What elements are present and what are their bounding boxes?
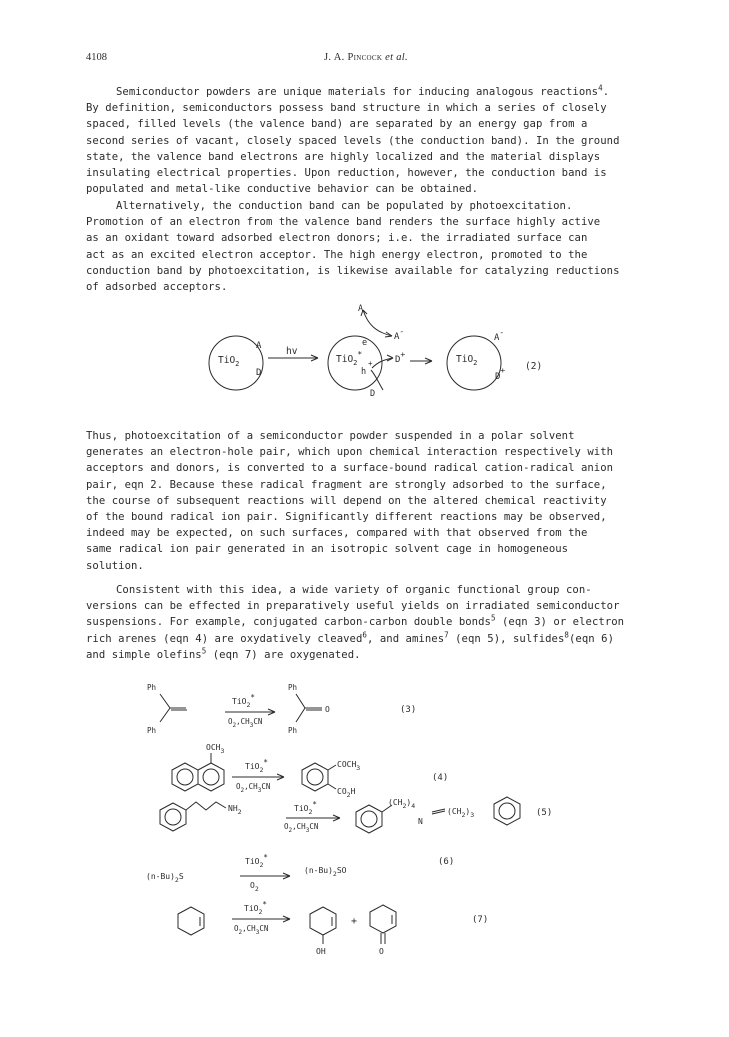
benzophenone-structure — [296, 694, 322, 722]
a-minus-radical: A- — [394, 327, 405, 342]
phenylbutylamine-ring — [160, 803, 186, 831]
acceptor-path — [363, 310, 392, 336]
donor-path — [371, 370, 383, 390]
reference-5: 5 — [490, 613, 496, 623]
excited-tio2-label: TiO$_2$* — [336, 350, 363, 367]
reference-4: 4 — [598, 83, 603, 93]
svg-text:O2,CH3CN: $O_2,CH_3CN$ — [236, 782, 271, 794]
svg-text:D+: D+ — [495, 366, 506, 382]
svg-text:OH: OH — [316, 947, 326, 956]
diphenylethylene-structure — [160, 694, 186, 722]
author-name: Pincock — [347, 52, 383, 63]
svg-text:O2: $O_2$ — [250, 881, 259, 893]
reaction-equations-3-7 — [0, 678, 729, 968]
svg-text:e: e — [362, 338, 368, 348]
svg-text:TiO2*: TiO$_2$* — [294, 800, 317, 816]
svg-text:CO2H: $CO_2H$ — [337, 787, 356, 799]
svg-text:Ph: Ph — [147, 726, 157, 735]
paragraph-2: Alternatively, the conduction band can be populated by photoexcitation. Promotion of an electron from the valence band renders the surface highly active as an oxidant toward adsorbed electron donors; i.e. the irradiated surface can act as an excited electron acceptor. The high energy electron, promoted to the conduction band by photoexcitation, is likewise available for catalyzing reductions of adsorbed acceptors. — [86, 200, 620, 294]
svg-text:+: + — [368, 359, 373, 368]
equation-number-2: (2) — [525, 361, 543, 372]
svg-text:A: A — [256, 341, 262, 351]
equation-number-6: (6) — [438, 857, 455, 867]
svg-text:O2,CH3CN: $O_2,CH_3CN$ — [284, 822, 319, 834]
equation-number-4: (4) — [432, 773, 449, 783]
svg-text:Ph: Ph — [288, 683, 298, 692]
svg-text:TiO2*: TiO$_2$* — [232, 693, 255, 709]
naphthalene-ring-2 — [198, 763, 224, 791]
svg-text:OCH3: $OCH_3$ — [206, 743, 225, 755]
benzene-acid-ring — [302, 763, 328, 791]
svg-text:Ph: Ph — [147, 683, 157, 692]
running-head: J. A. Pincock et al. — [324, 52, 408, 63]
svg-text:(n-Bu)2S: $(n-Bu)_2S$ — [146, 872, 184, 884]
svg-text:D: D — [256, 368, 262, 378]
svg-text:O2,CH3CN: $O_2,CH_3CN$ — [234, 924, 269, 936]
svg-text:A: A — [358, 304, 364, 314]
svg-text:O2,CH3CN: $O_2,CH_3CN$ — [228, 717, 263, 729]
page-header — [86, 52, 646, 68]
svg-text:O: O — [325, 705, 330, 714]
svg-text:COCH3: $COCH_3$ — [337, 760, 361, 772]
paragraph-4: Consistent with this idea, a wide variety of organic functional group con- versions can be effected in preparatively useful yields on irradiated semiconductor suspensions. For example, conjugated carbon-carbon double bonds$^5$ (eqn 3) or electron rich arenes (eqn 4) are oxydatively cleaved$^6$, and amines$^7$ (eqn 5), sulfides$^8$(eqn 6) and simple olefins$^5$ (eqn 7) are oxygenated. — [86, 584, 625, 661]
svg-text:N: N — [418, 817, 423, 826]
svg-text:(CH2)4: $(CH_2)_4$ — [388, 798, 416, 810]
paragraph-3: Thus, photoexcitation of a semiconductor powder suspended in a polar solvent generates an electron-hole pair, which upon chemical interaction respectively with acceptors and donors, is converted to a surface-bound radical cation-radical anion pair, eqn 2. Because these radical fragment are strongly adsorbed to the surface, the course of subsequent reactions will depend on the altered chemical reactivity of the bound radical ion pair. Significantly different reactions may be observed, indeed may be expected, on such surfaces, compared with that observed from the same radical ion pair generated in an isotropic solvent cage in homogeneous solution. — [86, 430, 614, 572]
svg-text:O: O — [379, 947, 384, 956]
reference-8: 8 — [564, 630, 569, 640]
imine-ring-right — [494, 797, 520, 825]
product-tio2-label: TiO$_2$ — [456, 354, 478, 367]
page-number: 4108 — [86, 52, 107, 63]
svg-text:A-: A- — [494, 328, 505, 343]
scheme-eqn-2 — [0, 300, 729, 410]
tio2-label: TiO$_2$ — [218, 355, 240, 368]
naphthalene-ring-1 — [172, 763, 198, 791]
d-plus-radical: D+ — [395, 350, 406, 365]
svg-text:TiO2*: TiO$_2$* — [245, 758, 268, 774]
reference-7: 7 — [444, 630, 449, 640]
svg-text:(CH2)3: $(CH_2)_3$ — [447, 807, 475, 819]
equation-number-3: (3) — [400, 705, 417, 715]
svg-text:Ph: Ph — [288, 726, 298, 735]
equation-number-7: (7) — [472, 915, 489, 925]
paragraph-1: Semiconductor powders are unique materials for inducing analogous reactions$^4$. By definition, semiconductors possess band structure in which a series of closely spaced, filled levels (the valence band) are separated by an energy gap from a second series of vacant, closely spaced levels (the conduction band). In the ground state, the valence band electrons are highly localized and the material displays insulating electrical properties. Upon reduction, however, the conduction band is populated and metal-like conductive behavior can be obtained. — [86, 83, 620, 196]
svg-text:TiO2*: TiO$_2$* — [244, 900, 267, 916]
svg-text:D: D — [370, 389, 376, 399]
imine-ring-left — [356, 805, 382, 833]
svg-text:TiO2*: TiO$_2$* — [245, 853, 268, 869]
svg-text:+: + — [351, 916, 358, 927]
svg-text:h: h — [361, 367, 367, 377]
reference-5b: 5 — [201, 646, 207, 656]
svg-text:NH2: $NH_2$ — [228, 804, 242, 816]
reference-6: 6 — [362, 630, 367, 640]
equation-number-5: (5) — [536, 808, 553, 818]
svg-text:(n-Bu)2SO: $(n-Bu)_2SO$ — [304, 866, 347, 878]
hv-label: hv — [286, 346, 298, 357]
